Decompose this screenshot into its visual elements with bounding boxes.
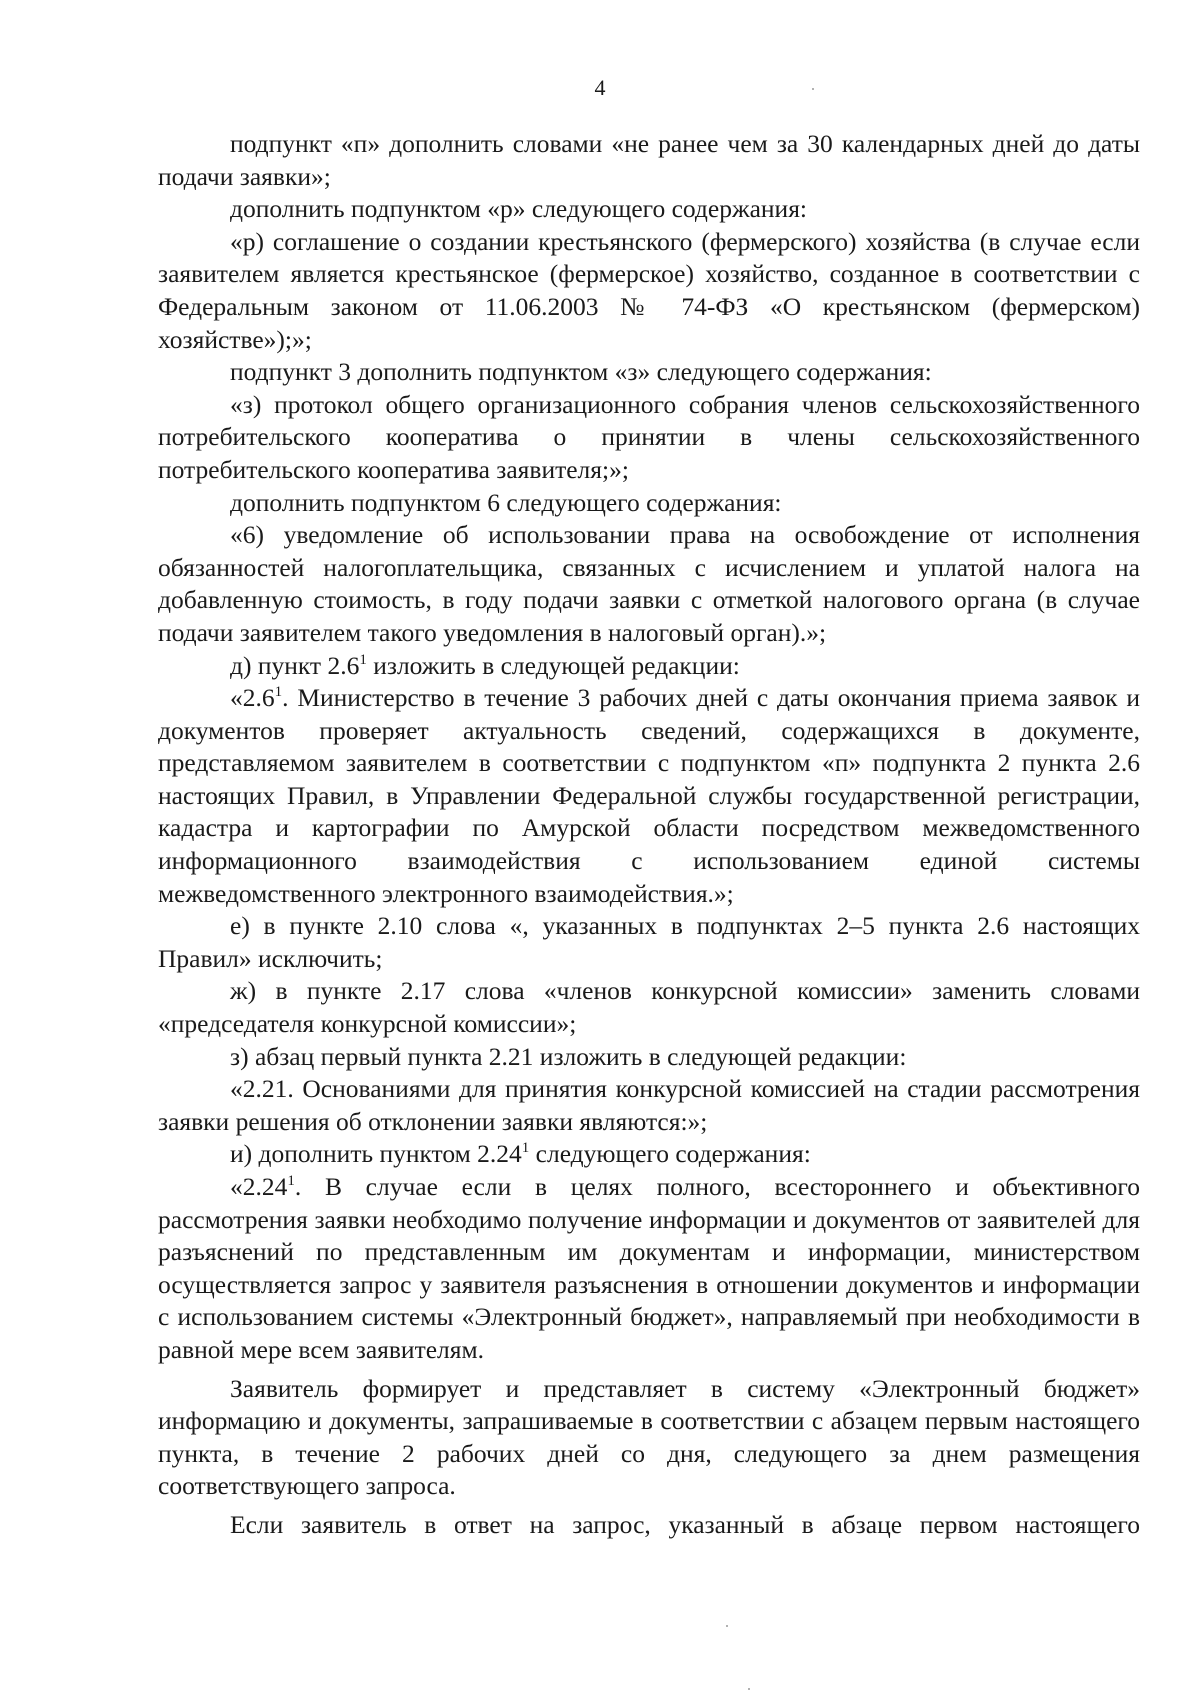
- paragraph-point-i-after: следующего содержания:: [529, 1139, 811, 1169]
- document-body: [158, 128, 1140, 1542]
- superscript-1: 1: [359, 651, 367, 668]
- paragraph-point-2-6-1-before: «2.6: [230, 683, 275, 713]
- paragraph-point-2-6-1-text: [158, 682, 1140, 910]
- paragraph-subpoint-p-addition: подпункт «п» дополнить словами «не ранее чем за 30 календарных дней до даты подачи заявки»;: [158, 129, 1140, 191]
- superscript-1: 1: [287, 1173, 295, 1189]
- paragraph-point-2-21-text: «2.21. Основаниями для принятия конкурсной комиссией на стадии рассмотрения заявки решения об отклонении заявки являются:»;: [158, 1074, 1140, 1136]
- paragraph-if-applicant: Если заявитель в ответ на запрос, указанный в абзаце первом настоящего: [230, 1509, 1140, 1539]
- superscript-1: 1: [521, 1140, 530, 1157]
- paragraph-add-subpoint-z: подпункт 3 дополнить подпунктом «з» следующего содержания:: [230, 357, 932, 387]
- paragraph-point-i: [158, 1138, 1140, 1171]
- paragraph-point-e: е) в пункте 2.10 слова «, указанных в подпунктах 2–5 пункта 2.6 настоящих Правил» исключить;: [158, 911, 1140, 973]
- paragraph-point-2-24-1-text: [158, 1171, 1140, 1367]
- paragraph-point-2-6-1-after: . Министерство в течение 3 рабочих дней с даты окончания приема заявок и документов проверяет актуальность сведений, содержащихся в документе, представляемом заявителем в соответствии с подпунктом «п» подпункта 2 пункта 2.6 настоящих Правил, в Управлении Федеральной службы государственной регистрации, кадастра и картографии по Амурской области посредством межведомственного информационного взаимодействия с использованием единой системы межведомственного электронного взаимодействия.»;: [158, 683, 1140, 908]
- paragraph-point-z: з) абзац первый пункта 2.21 изложить в следующей редакции:: [230, 1041, 907, 1071]
- paragraph-subpoint-r-text: «р) соглашение о создании крестьянского (фермерского) хозяйства (в случае если заявителем является крестьянское (фермерское) хозяйство, созданное в соответствии с Федеральным законом от 11.06.2003 № 74-ФЗ «О крестьянском (фермерском) хозяйстве»);»;: [158, 226, 1140, 354]
- paragraph-point-d-before: д) пункт 2.6: [230, 650, 360, 680]
- paragraph-point-d: [158, 650, 1140, 683]
- scan-speck: [748, 1688, 750, 1690]
- paragraph-add-subpoint-r: дополнить подпунктом «р» следующего содержания:: [230, 194, 808, 224]
- paragraph-applicant-submits: Заявитель формирует и представляет в систему «Электронный бюджет» информацию и документы, запрашиваемые в соответствии с абзацем первым настоящего пункта, в течение 2 рабочих дней со дня, следующего за днем размещения соответствующего запроса.: [158, 1373, 1140, 1501]
- paragraph-add-subpoint-6: дополнить подпунктом 6 следующего содержания:: [230, 487, 782, 517]
- scan-speck: [726, 1625, 728, 1627]
- paragraph-point-zh: ж) в пункте 2.17 слова «членов конкурсной комиссии» заменить словами «председателя конкурсной комиссии»;: [158, 976, 1140, 1039]
- paragraph-point-i-before: и) дополнить пунктом 2.24: [230, 1139, 522, 1169]
- page-number: 4: [594, 75, 606, 100]
- paragraph-point-2-24-1-before: «2.24: [230, 1172, 288, 1201]
- scan-speck: [812, 88, 814, 90]
- paragraph-subpoint-z-text: «з) протокол общего организационного собрания членов сельскохозяйственного потребительского кооператива о принятии в члены сельскохозяйственного потребительского кооператива заявителя;»;: [158, 389, 1140, 484]
- paragraph-point-2-24-1-after: . В случае если в целях полного, всестороннего и объективного рассмотрения заявки необходимо получение информации и документов от заявителей для разъяснений по представленным им документам и информации, министерством осуществляется запрос у заявителя разъяснения в отношении документов и информации с использованием системы «Электронный бюджет», направляемый при необходимости в равной мере всем заявителям.: [158, 1172, 1140, 1364]
- superscript-1: 1: [274, 684, 283, 701]
- paragraph-subpoint-6-text: «6) уведомление об использовании права на освобождение от исполнения обязанностей налогоплательщика, связанных с исчислением и уплатой налога на добавленную стоимость, в году подачи заявки с отметкой налогового органа (в случае подачи заявителем такого уведомления в налоговый орган).»;: [158, 520, 1140, 647]
- paragraph-point-d-after: изложить в следующей редакции:: [366, 650, 740, 680]
